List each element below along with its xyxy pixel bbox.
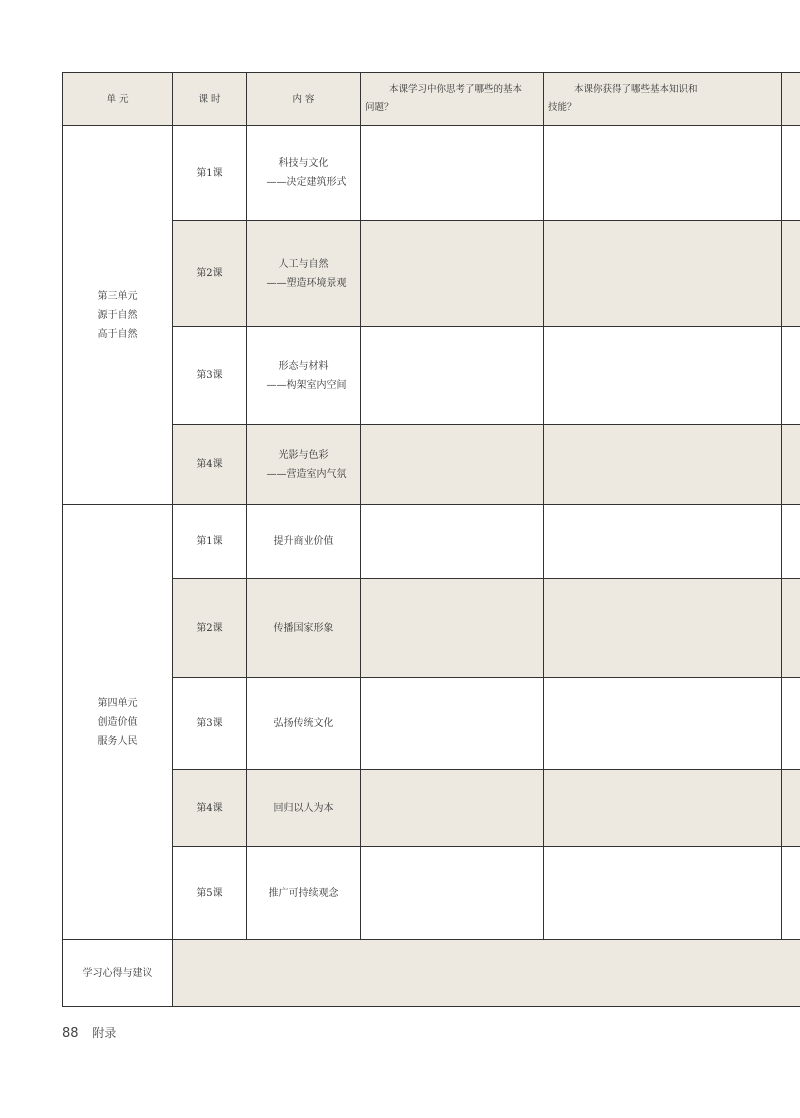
answer-cell-questions[interactable] <box>361 221 544 327</box>
lesson-title: 形态与材料 <box>278 360 329 372</box>
answer-cell-knowledge[interactable] <box>544 505 782 579</box>
notes-label: 学习心得与建议 <box>63 940 173 1007</box>
learning-record-table <box>62 72 800 1007</box>
lesson-content <box>247 327 361 425</box>
answer-cell-questions[interactable] <box>361 770 544 847</box>
cut-off-cell <box>782 770 800 847</box>
lesson-subtitle: ——营造室内气氛 <box>266 468 347 480</box>
cut-off-cell <box>782 579 800 678</box>
answer-cell-questions[interactable] <box>361 425 544 505</box>
table-row <box>63 221 800 327</box>
answer-cell-knowledge[interactable] <box>544 770 782 847</box>
header-lesson: 课 时 <box>173 73 247 126</box>
answer-cell-questions[interactable] <box>361 126 544 221</box>
lesson-content <box>247 126 361 221</box>
page-number: 88 <box>62 1026 79 1041</box>
header-question-2-line2: 技能？ <box>548 102 577 113</box>
lesson-content <box>247 425 361 505</box>
answer-cell-questions[interactable] <box>361 327 544 425</box>
answer-cell-knowledge[interactable] <box>544 678 782 770</box>
cut-off-cell <box>782 327 800 425</box>
header-question-2-line1: 本课你获得了哪些基本知识和 <box>574 84 698 95</box>
header-question-1-line1: 本课学习中你思考了哪些的基本 <box>389 84 523 95</box>
lesson-label: 第3课 <box>173 678 247 770</box>
cut-off-cell <box>782 505 800 579</box>
lesson-subtitle: ——决定建筑形式 <box>266 177 347 188</box>
cut-off-cell <box>782 678 800 770</box>
evaluation-sheet <box>62 72 800 1006</box>
answer-cell-knowledge[interactable] <box>544 847 782 940</box>
answer-cell-questions[interactable] <box>361 579 544 678</box>
answer-cell-knowledge[interactable] <box>544 579 782 678</box>
lesson-label: 第2课 <box>173 579 247 678</box>
table-row <box>63 579 800 678</box>
unit-3-name: 第三单元 <box>97 290 138 302</box>
unit-4-cell <box>63 505 173 940</box>
table-row <box>63 505 800 579</box>
unit-4-theme-line1: 创造价值 <box>97 716 138 728</box>
lesson-content: 提升商业价值 <box>247 505 361 579</box>
table-row <box>63 126 800 221</box>
cut-off-cell <box>782 425 800 505</box>
lesson-content: 回归以人为本 <box>247 770 361 847</box>
lesson-label: 第5课 <box>173 847 247 940</box>
answer-cell-knowledge[interactable] <box>544 221 782 327</box>
unit-3-theme-line1: 源于自然 <box>97 309 138 321</box>
header-row <box>63 73 800 126</box>
lesson-title: 人工与自然 <box>278 258 329 270</box>
header-question-2 <box>544 73 782 126</box>
notes-row <box>63 940 800 1007</box>
cut-off-cell <box>782 221 800 327</box>
header-question-1-line2: 问题？ <box>365 102 394 113</box>
lesson-label: 第3课 <box>173 327 247 425</box>
header-cut-off-column <box>782 73 800 126</box>
lesson-subtitle: ——构架室内空间 <box>266 379 347 391</box>
table-row <box>63 425 800 505</box>
answer-cell-knowledge[interactable] <box>544 425 782 505</box>
header-question-1 <box>361 73 544 126</box>
unit-3-theme-line2: 高于自然 <box>97 328 138 340</box>
lesson-label: 第1课 <box>173 505 247 579</box>
lesson-content: 传播国家形象 <box>247 579 361 678</box>
table-row <box>63 327 800 425</box>
cut-off-cell <box>782 126 800 221</box>
unit-4-name: 第四单元 <box>97 697 138 709</box>
header-unit: 单 元 <box>63 73 173 126</box>
table-row <box>63 847 800 940</box>
section-name: 附录 <box>92 1026 117 1040</box>
lesson-content: 推广可持续观念 <box>247 847 361 940</box>
lesson-content <box>247 221 361 327</box>
lesson-content: 弘扬传统文化 <box>247 678 361 770</box>
answer-cell-knowledge[interactable] <box>544 126 782 221</box>
notes-input-area[interactable] <box>173 940 800 1007</box>
cut-off-cell <box>782 847 800 940</box>
unit-3-cell <box>63 126 173 505</box>
lesson-title: 科技与文化 <box>278 158 329 169</box>
unit-4-theme-line2: 服务人民 <box>97 735 138 747</box>
answer-cell-questions[interactable] <box>361 847 544 940</box>
answer-cell-questions[interactable] <box>361 678 544 770</box>
header-content: 内 容 <box>247 73 361 126</box>
lesson-title: 光影与色彩 <box>278 449 329 461</box>
lesson-subtitle: ——塑造环境景观 <box>266 277 347 289</box>
lesson-label: 第4课 <box>173 425 247 505</box>
lesson-label: 第1课 <box>173 126 247 221</box>
table-row <box>63 678 800 770</box>
answer-cell-questions[interactable] <box>361 505 544 579</box>
lesson-label: 第4课 <box>173 770 247 847</box>
page-footer <box>62 1024 116 1041</box>
lesson-label: 第2课 <box>173 221 247 327</box>
answer-cell-knowledge[interactable] <box>544 327 782 425</box>
table-row <box>63 770 800 847</box>
